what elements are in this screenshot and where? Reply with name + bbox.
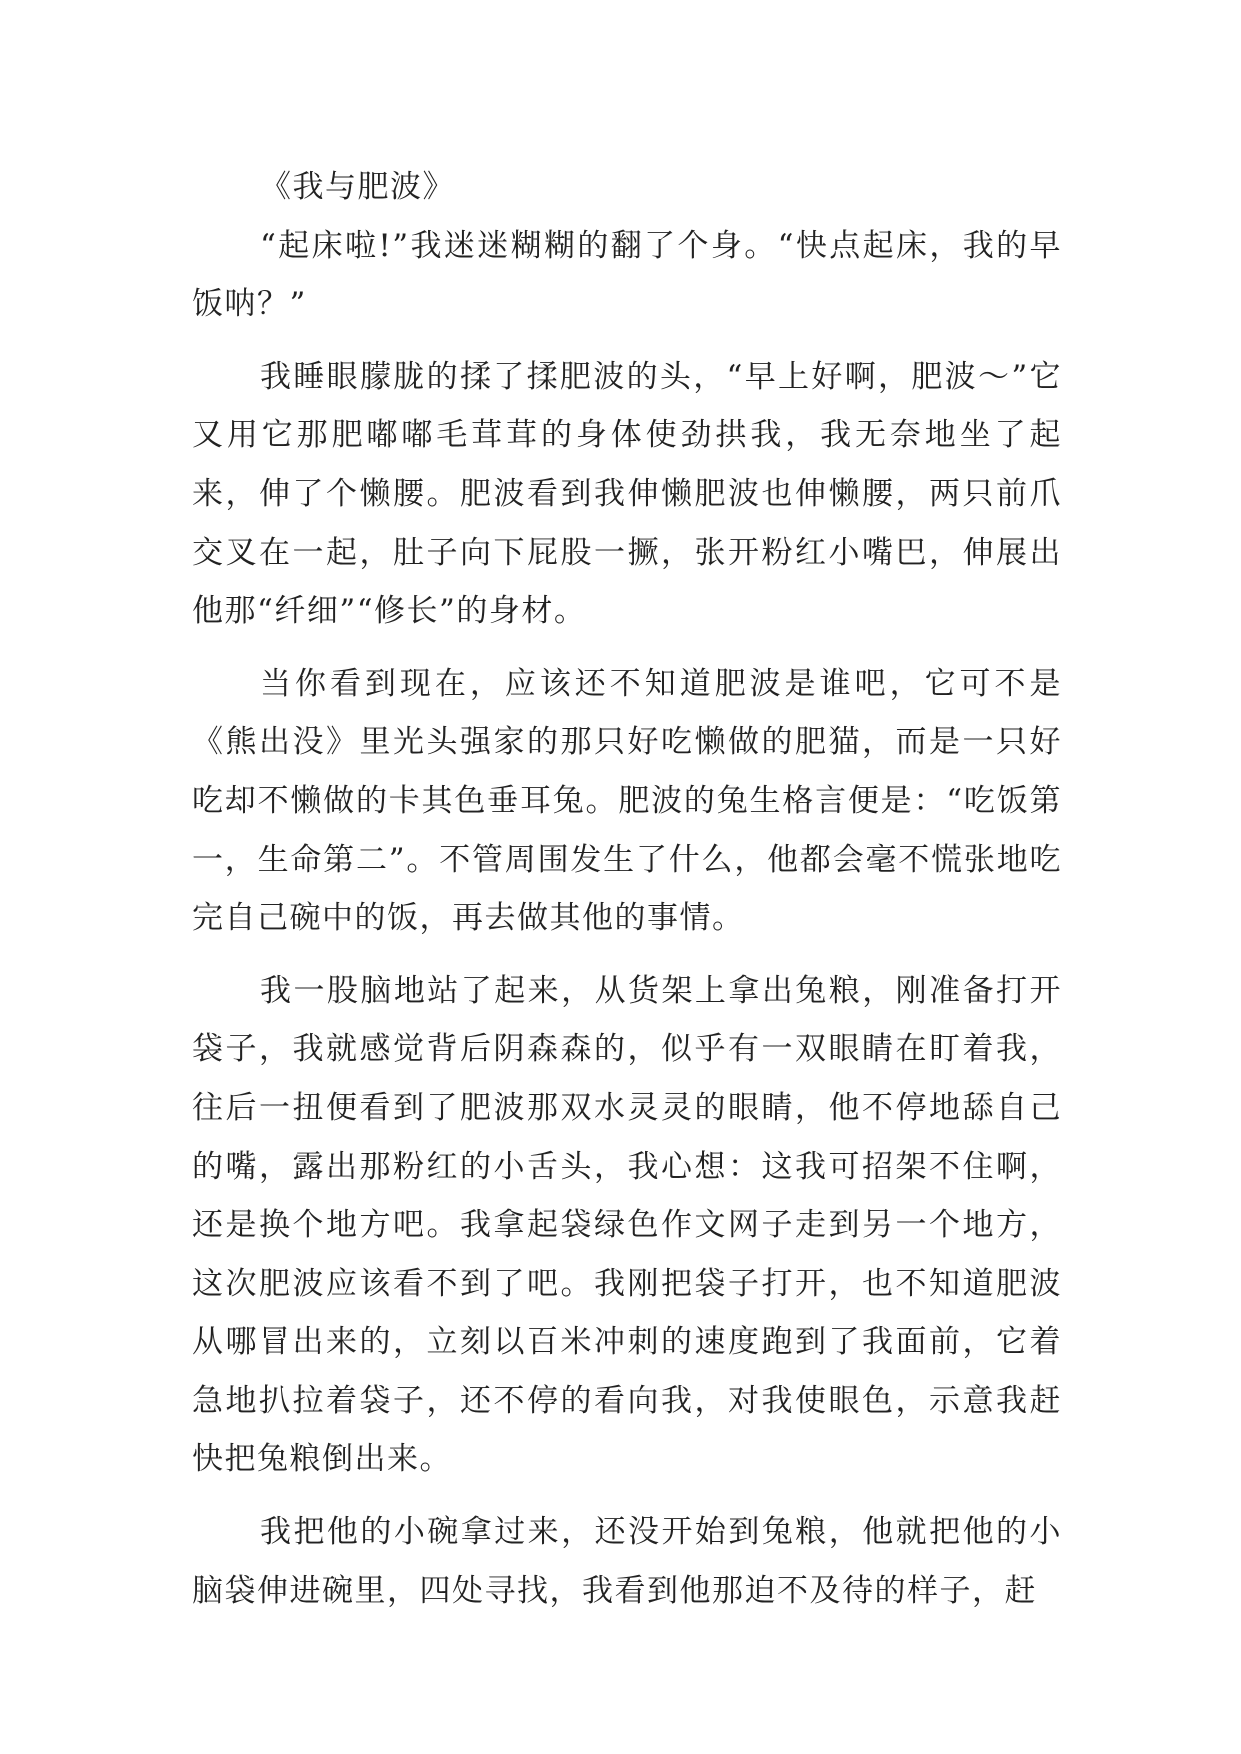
paragraph: 我一股脑地站了起来，从货架上拿出兔粮，刚准备打开袋子，我就感觉背后阴森森的，似乎有一双眼睛在盯着我，往后一扭便看到了肥波那双水灵灵的眼睛，他不停地舔自己的嘴，露出那粉红的小舌头，我心想：这我可招架不住啊，还是换个地方吧。我拿起袋绿色作文网子走到另一个地方，这次肥波应该看不到了吧。我刚把袋子打开，也不知道肥波从哪冒出来的，立刻以百米冲刺的速度跑到了我面前，它着急地扒拉着袋子，还不停的看向我，对我使眼色，示意我赶快把兔粮倒出来。 [192,972,1062,1478]
paragraph: “起床啦!”我迷迷糊糊的翻了个身。“快点起床，我的早饭呐？” [192,227,1062,323]
paragraph: 我睡眼朦胧的揉了揉肥波的头，“早上好啊，肥波～”它又用它那肥嘟嘟毛茸茸的身体使劲拱我，我无奈地坐了起来，伸了个懒腰。肥波看到我伸懒肥波也伸懒腰，两只前爪交叉在一起，肚子向下屁股一撅，张开粉红小嘴巴，伸展出他那“纤细”“修长”的身材。 [192,358,1062,630]
document-body [192,158,1062,1620]
document-title: 《我与肥波》 [260,169,455,205]
paragraph: 我把他的小碗拿过来，还没开始到兔粮，他就把他的小脑袋伸进碗里，四处寻找，我看到他那迫不及待的样子，赶 [192,1514,1062,1609]
paragraph: 当你看到现在，应该还不知道肥波是谁吧，它可不是《熊出没》里光头强家的那只好吃懒做的肥猫，而是一只好吃却不懒做的卡其色垂耳兔。肥波的兔生格言便是：“吃饭第一，生命第二”。不管周围发生了什么，他都会毫不慌张地吃完自己碗中的饭，再去做其他的事情。 [192,665,1062,937]
